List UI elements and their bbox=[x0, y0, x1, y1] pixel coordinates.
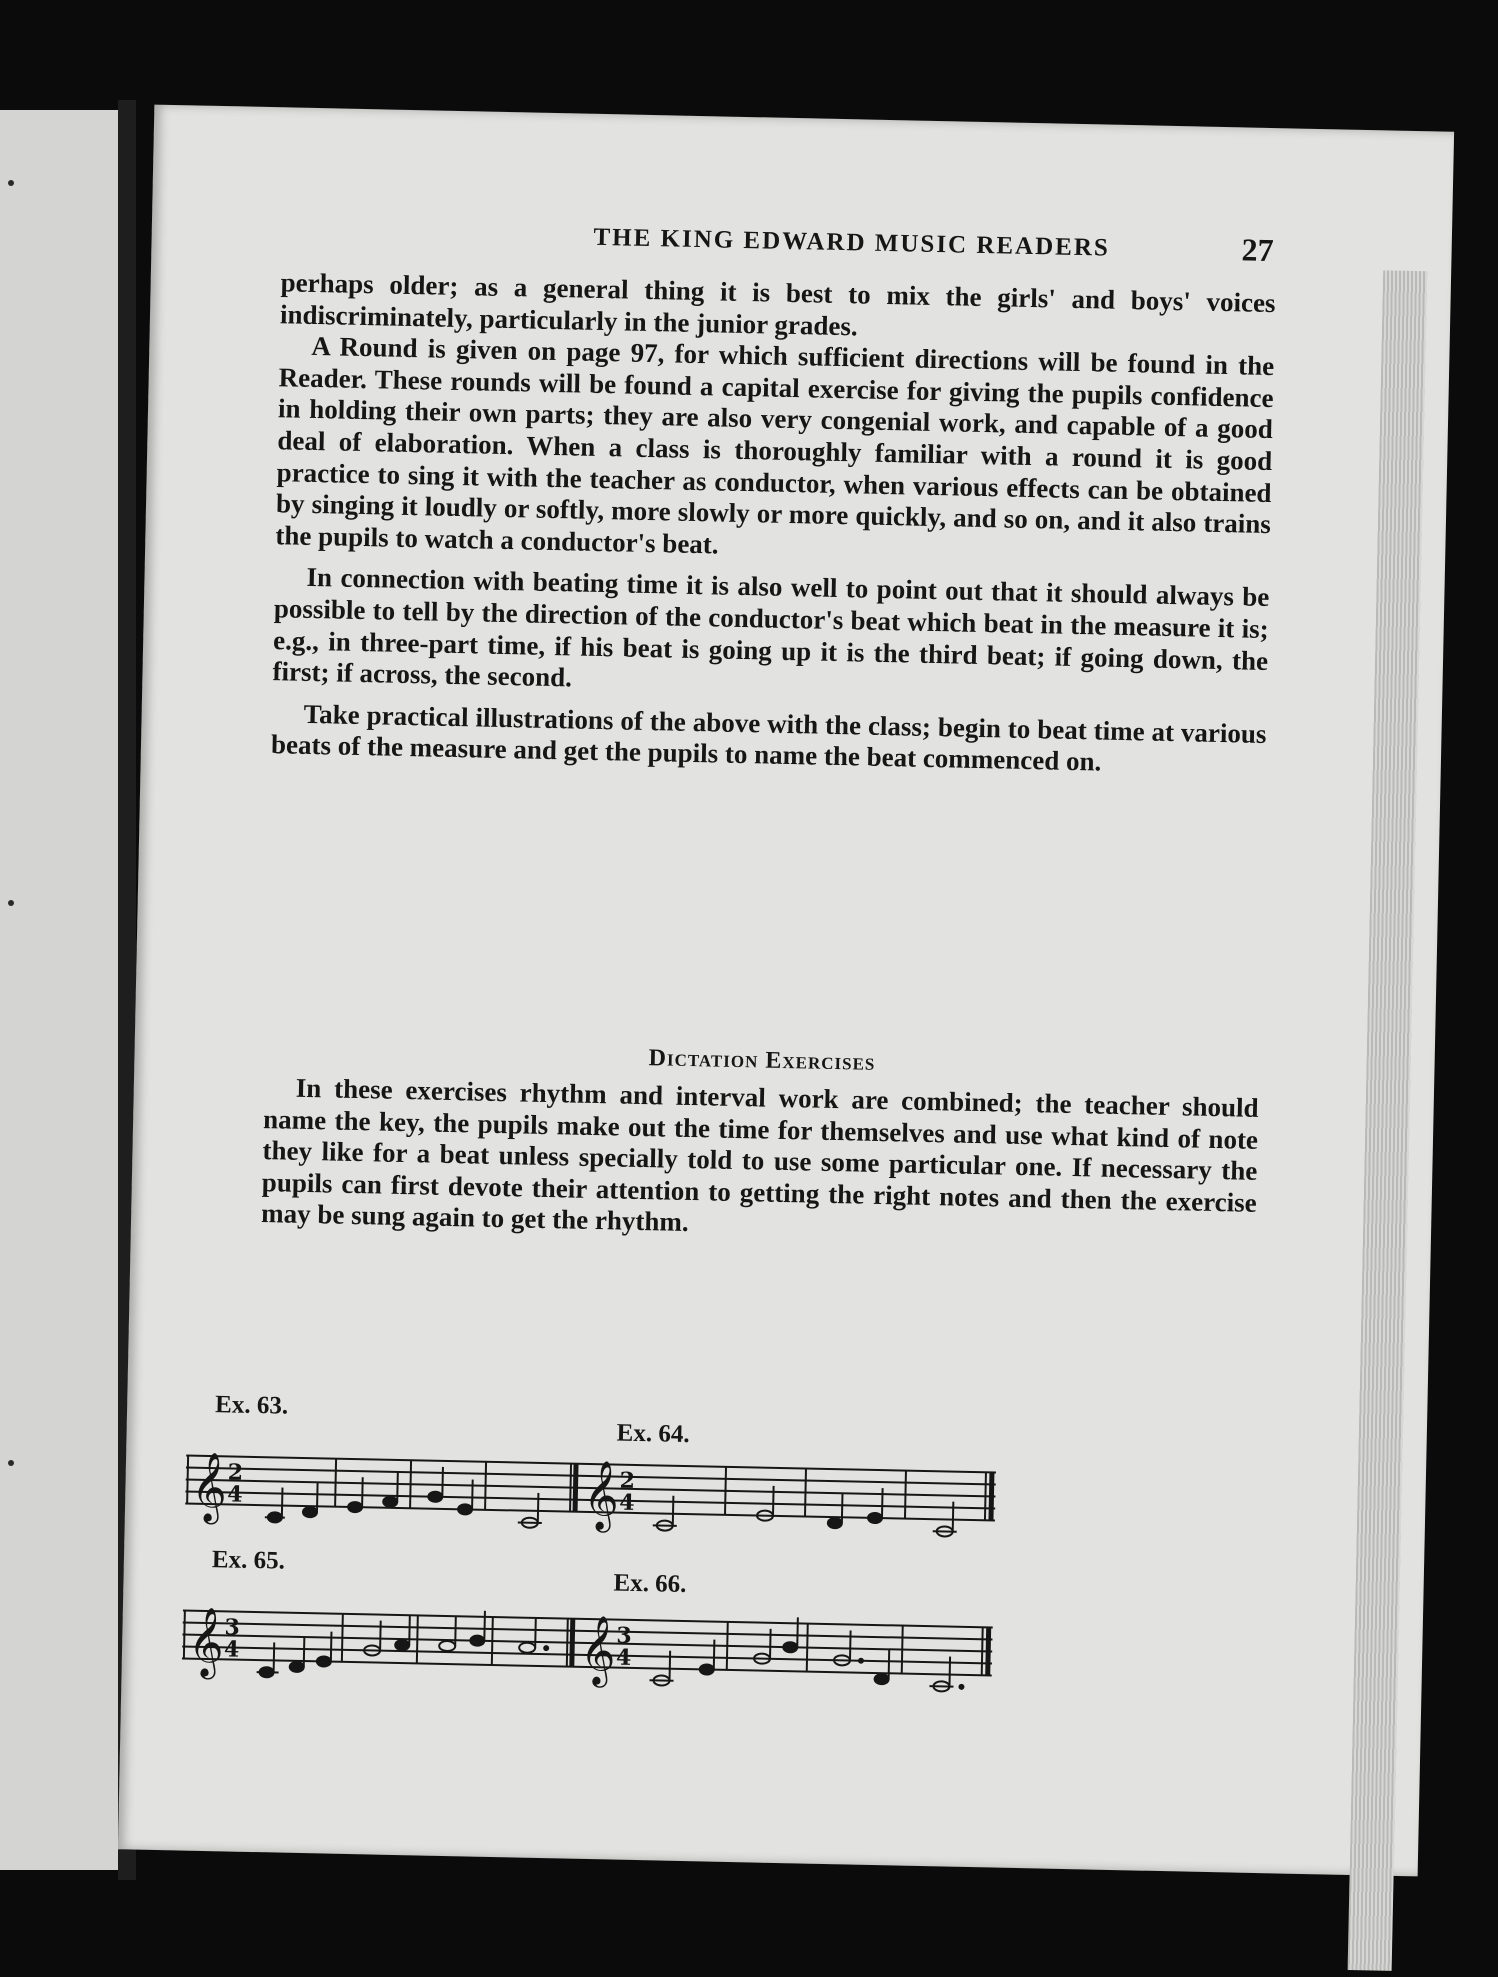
running-head: THE KING EDWARD MUSIC READERS bbox=[593, 223, 1111, 262]
time-signature-bottom: 4 bbox=[618, 1489, 635, 1516]
margin-mark bbox=[8, 180, 14, 186]
treble-clef-icon: 𝄞 bbox=[190, 1451, 228, 1523]
time-signature-top: 2 bbox=[227, 1459, 244, 1486]
treble-clef-icon: 𝄞 bbox=[187, 1606, 225, 1678]
time-signature-top: 3 bbox=[616, 1622, 633, 1649]
time-signature-bottom: 4 bbox=[223, 1636, 240, 1663]
book-page bbox=[118, 105, 1454, 1877]
time-signature-top: 3 bbox=[224, 1614, 241, 1641]
paragraph: In connection with beating time it is also well to point out that it should always be possible to tell by the direction of the conductor's beat which beat in the measure it is; e.g., in three-part time, if his beat is going up it is the third beat; if going down, the first; if across, the second. bbox=[272, 562, 1270, 693]
example-label-63: Ex. 63. bbox=[214, 1391, 289, 1420]
page-edges bbox=[1348, 270, 1428, 1971]
paragraph: Take practical illustrations of the above with the class; begin to beat time at various beats of the measure and get the pupils to name the beat commenced on. bbox=[270, 698, 1267, 777]
section-heading: Dictation Exercises bbox=[648, 1045, 876, 1076]
treble-clef-icon: 𝄞 bbox=[579, 1614, 617, 1686]
body-text bbox=[271, 267, 1276, 782]
facing-page-edge bbox=[0, 110, 132, 1870]
page-number: 27 bbox=[1241, 231, 1274, 269]
paragraph: A Round is given on page 97, for which sufficient directions will be found in the Reader. These rounds will be found a capital exercise for giving the pupils confidence in holding their own parts; they are also very congenial work, and capable of a good deal of elaboration. When a class is thoroughly familiar with a round it is good practice to sing it with the teacher as conductor, when various effects can be obtained by singing it loudly or softly, more slowly or more quickly, and so on, and it also trains the pupils to watch a conductor's beat. bbox=[275, 331, 1275, 560]
time-signature-bottom: 4 bbox=[615, 1644, 632, 1671]
treble-clef-icon: 𝄞 bbox=[582, 1459, 620, 1531]
time-signature-top: 2 bbox=[619, 1467, 636, 1494]
paragraph: In these exercises rhythm and interval work are combined; the teacher should name the key, the pupils make out the time for themselves and use what kind of note they like for a beat unless specially told to use some particular one. If necessary the pupils can first devote their attention to getting the right notes and then the exercise may be sung again to get the rhythm. bbox=[260, 1072, 1259, 1238]
music-staff-row-1 bbox=[185, 1441, 1007, 1548]
dictation-text bbox=[261, 1072, 1259, 1251]
paragraph: perhaps older; as a general thing it is best to mix the girls' and boys' voices indiscriminately, particularly in the junior grades. bbox=[279, 267, 1276, 341]
music-staff-row-2 bbox=[181, 1596, 1003, 1708]
example-label-65: Ex. 65. bbox=[211, 1546, 286, 1575]
example-label-64: Ex. 64. bbox=[616, 1419, 690, 1449]
margin-mark bbox=[8, 1460, 14, 1466]
margin-mark bbox=[8, 900, 14, 906]
time-signature-bottom: 4 bbox=[227, 1481, 243, 1508]
example-label-66: Ex. 66. bbox=[613, 1569, 687, 1599]
